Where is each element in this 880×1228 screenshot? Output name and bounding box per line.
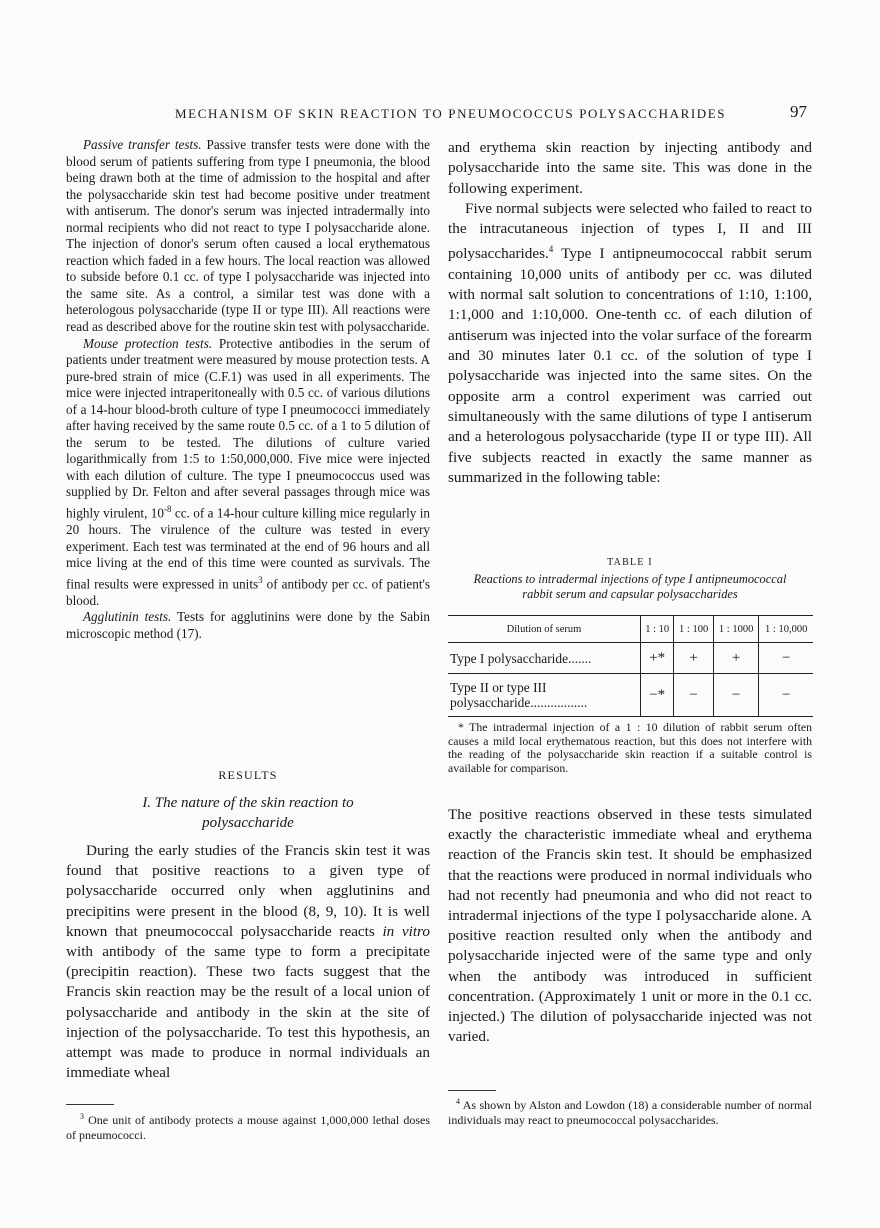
methods-text — [66, 137, 430, 642]
table-cell: +* — [641, 643, 674, 674]
column-header: Dilution of serum — [448, 616, 641, 643]
footnote-ref: 3 — [258, 574, 263, 585]
table-cell: − — [713, 674, 759, 717]
column-header: 1 : 10,000 — [759, 616, 813, 643]
footnote-ref: 4 — [548, 244, 554, 255]
column-header: 1 : 1000 — [713, 616, 759, 643]
row-label: Type II or type III polysaccharide................. — [448, 674, 641, 717]
results-text-right — [448, 138, 812, 488]
table-header-row — [448, 616, 813, 643]
page-number: 97 — [790, 102, 807, 121]
body-paragraph: Five normal subjects were selected who failed to react to the intracutaneous injection of types I, II and III polysaccharides.$^4$ Type I antipneumococcal rabbit serum containing 10,000 units of antibody per cc. was diluted with normal salt solution to concentrations of 1:10, 1:100, 1:1,000 and 1:10,000. One-tenth cc. of each dilution of antiserum was injected into the volar surface of the forearm and 30 minutes later 0.1 cc. of the solution of type I polysaccharide was injected into the same sites. On the opposite arm a control experiment was carried out simultaneously with the same dilutions of type I antiserum and a heterologous polysaccharide (type II or type III). All five subjects reacted in exactly the same manner as summarized in the following table: — [448, 199, 812, 486]
section-heading: I. The nature of the skin reaction to polysaccharide — [142, 795, 354, 831]
table-cell: − — [759, 674, 813, 717]
reactions-table — [448, 615, 813, 717]
body-paragraph: and erythema skin reaction by injecting antibody and polysaccharide into the same site. This was done in the following experiment. — [448, 139, 812, 197]
footnote-divider — [448, 1090, 496, 1091]
paragraph-heading: Passive transfer tests. — [83, 137, 202, 152]
results-text-left — [66, 841, 430, 1083]
running-header — [0, 100, 880, 124]
paragraph-heading: Mouse protection tests. — [83, 335, 213, 351]
footnote-4: $^4$ As shown by Alston and Lowdon (18) a considerable number of normal individuals may react to pneumococcal polysaccharides. — [448, 1097, 812, 1127]
agglutinin-paragraph: Agglutinin tests. Tests for agglutinins were done by the Sabin microscopic method (17). — [66, 609, 431, 641]
table-caption: Reactions to intradermal injections of type I antipneumococcal rabbit serum and capsular polysaccharides — [473, 572, 787, 601]
results-text-right-continued — [448, 805, 812, 1047]
column-header: 1 : 10 — [641, 616, 674, 643]
table-row — [448, 674, 813, 717]
table-cell: − — [674, 674, 713, 717]
mouse-protection-paragraph: Mouse protection tests. Protective antibodies in the serum of patients under treatment were measured by mouse protection tests. A pure-bred strain of mice (C.F.1) was used in all experiments. The mice were injected intraperitoneally with 0.5 cc. of various dilutions of a 14-hour blood-broth culture of type I pneumococci immediately after having received by the same route 0.5 cc. of a 1 to 5 dilution of the serum to be tested. The dilutions of culture varied logarithmically from 1:5 to 1:50,000,000. Five mice were injected with each dilution of culture. The type I pneumococcus used was supplied by Dr. Felton and after several passages through mice was highly virulent, $10^{-8}$ cc. of a 14-hour culture killing mice regularly in 20 hours. The virulence of the culture was tested in every experiment. Each test was terminated at the end of 96 hours and all mice living at the end of this time were counted as survivals. The final results were expressed in units$^3$ of antibody per cc. of patient's blood. — [66, 335, 431, 608]
body-paragraph: The positive reactions observed in these tests simulated exactly the characteristic immediate wheal and erythema reaction of the Francis skin test. It should be emphasized that the reactions were produced in normal individuals who had not recently had pneumonia and who did not react to intradermal injections of the type I polysaccharide alone. A positive reaction resulted only when the antibody and polysaccharide injected were of the same type and only when the antibody was introduced in sufficient concentration. (Approximately 1 unit or more in the 0.1 cc. injected.) The dilution of polysaccharide injected was not varied. — [448, 806, 812, 1046]
passive-transfer-paragraph: Passive transfer tests. Passive transfer tests were done with the blood serum of patients suffering from type I pneumonia, the blood being drawn both at the time of admission to the hospital and after the polysaccharide skin test had become positive under treatment with antiserum. The donor's serum was injected intradermally into normal recipients who did not react to type I polysaccharide alone. The injection of donor's serum often caused a local erythematous reaction which faded in a few hours. The local reaction was allowed to subside before 0.1 cc. of type I polysaccharide was injected into the same site. As a control, a similar test was done with a heterologous polysaccharide (type II or type III). All reactions were read as described above for the routine skin test with polysaccharide. — [66, 137, 430, 335]
row-label: Type I polysaccharide....... — [448, 643, 641, 674]
table-cell: −* — [641, 674, 674, 717]
running-title: MECHANISM OF SKIN REACTION TO PNEUMOCOCCUS POLYSACCHARIDES — [175, 106, 727, 121]
table-cell: + — [713, 643, 759, 674]
results-heading: RESULTS — [218, 768, 278, 782]
exponent: -8 — [163, 504, 172, 515]
column-header: 1 : 100 — [674, 616, 713, 643]
table-cell: + — [674, 643, 713, 674]
body-paragraph: During the early studies of the Francis skin test it was found that positive reactions to a given type of polysaccharide occurred only when agglutinins and precipitins were present in the blood (8, 9, 10). It is well known that pneumococcal polysaccharide reacts in vitro with antibody of the same type to form a precipitate (precipitin reaction). These two facts suggest that the Francis skin reaction may be the result of a local union of polysaccharide and antibody in the skin at the site of injection of the polysaccharide. To test this hypothesis, an attempt was made to produce in normal individuals an immediate wheal — [66, 842, 430, 1082]
footnote-3: $^3$ One unit of antibody protects a mouse against 1,000,000 lethal doses of pneumococci. — [66, 1112, 431, 1142]
footnote-divider — [66, 1104, 114, 1105]
table-footnote: * The intradermal injection of a 1 : 10 dilution of rabbit serum often causes a mild local erythematous reaction, but this does not interfere with the reading of the polysaccharide skin reaction if a suitable control is available for comparison. — [448, 720, 812, 775]
table-row — [448, 643, 813, 674]
table-label: TABLE I — [607, 557, 653, 568]
table-cell: − — [759, 643, 813, 674]
paragraph-heading: Agglutinin tests. — [83, 609, 172, 625]
